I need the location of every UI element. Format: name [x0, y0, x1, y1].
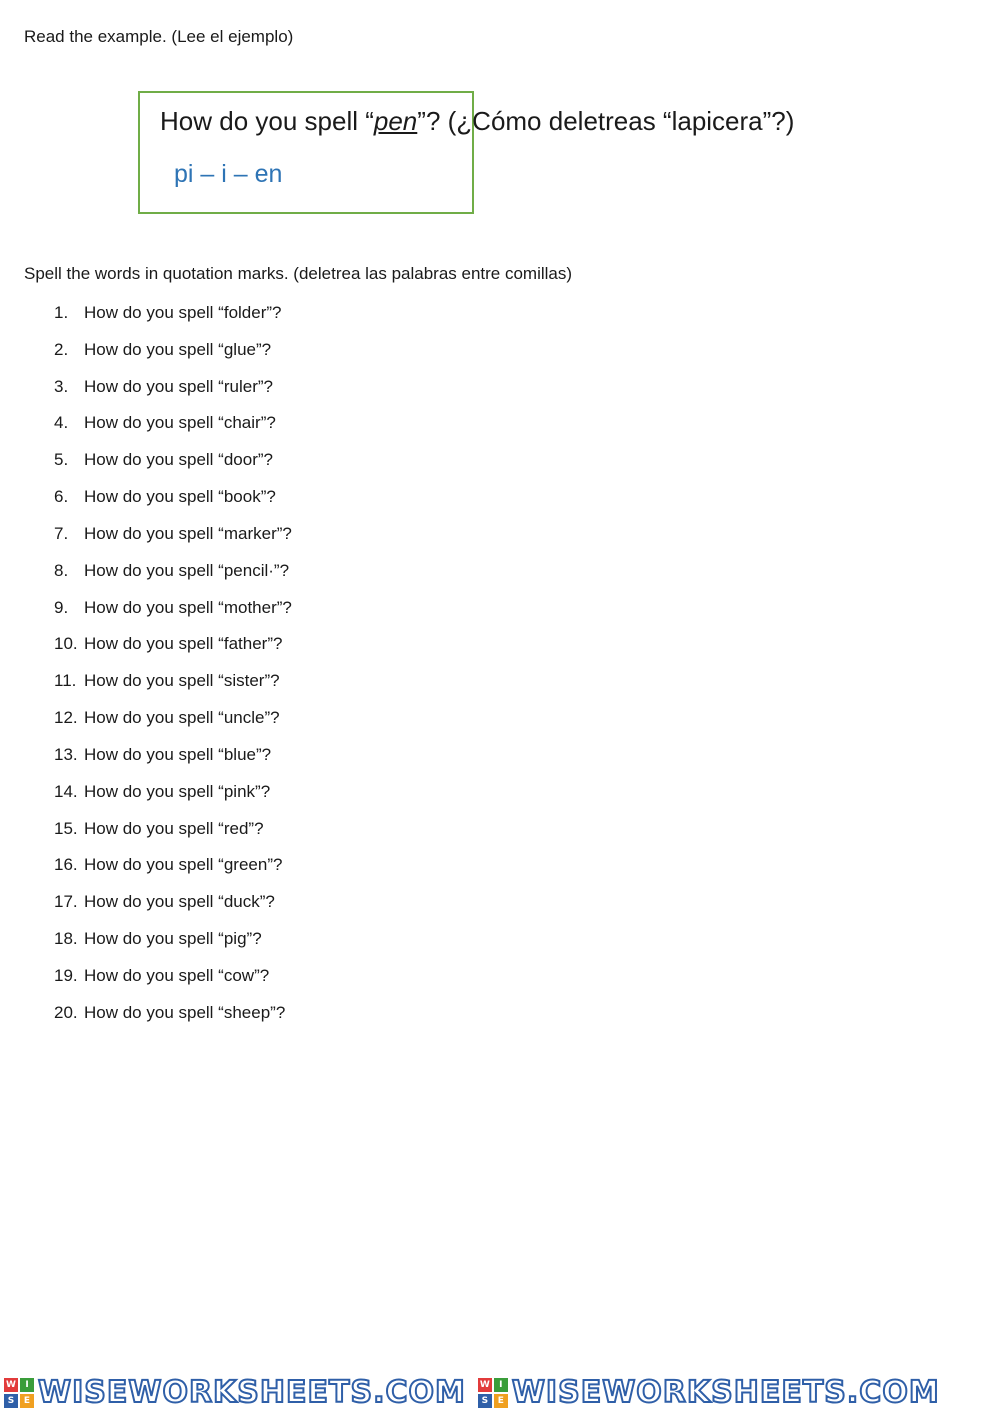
- question-text: How do you spell “pig”?: [84, 929, 262, 949]
- watermark-text: WISEWORKSHEETS.COM: [511, 1375, 940, 1410]
- list-item: [54, 781, 292, 818]
- question-number: 5.: [54, 450, 69, 470]
- question-number: 16.: [54, 855, 78, 875]
- question-text: How do you spell “chair”?: [84, 413, 276, 433]
- list-item: [54, 376, 292, 413]
- question-number: 14.: [54, 781, 78, 801]
- watermark-group: [0, 1375, 466, 1410]
- list-item: [54, 928, 292, 965]
- question-number: 6.: [54, 487, 69, 507]
- list-item: [54, 707, 292, 744]
- logo-cell: I: [494, 1378, 508, 1392]
- list-item: [54, 486, 292, 523]
- question-number: 8.: [54, 560, 69, 580]
- question-number: 7.: [54, 523, 69, 543]
- question-text: How do you spell “uncle”?: [84, 708, 280, 728]
- question-text: How do you spell “father”?: [84, 634, 283, 654]
- question-text: How do you spell “cow”?: [84, 965, 270, 985]
- wise-logo-icon: [478, 1378, 508, 1408]
- question-number: 18.: [54, 929, 78, 949]
- list-item: [54, 965, 292, 1002]
- logo-cell: I: [20, 1378, 34, 1392]
- wise-logo-icon: [4, 1378, 34, 1408]
- question-text: How do you spell “sheep”?: [84, 1002, 286, 1022]
- question-number: 1.: [54, 303, 69, 322]
- list-item: [54, 744, 292, 781]
- example-answer: pi – i – en: [174, 160, 283, 188]
- example-question: [160, 104, 794, 138]
- list-item: [54, 560, 292, 597]
- list-item: [54, 633, 292, 670]
- question-number: 2.: [54, 339, 69, 359]
- question-number: 11.: [54, 671, 77, 691]
- list-item: [54, 854, 292, 891]
- question-number: 19.: [54, 965, 78, 985]
- watermark-text: WISEWORKSHEETS.COM: [38, 1375, 466, 1410]
- question-text: How do you spell “pink”?: [84, 781, 271, 801]
- question-number: 15.: [54, 818, 78, 838]
- question-text: How do you spell “pencil·”?: [84, 560, 290, 580]
- logo-cell: W: [478, 1378, 492, 1392]
- logo-cell: W: [4, 1378, 18, 1392]
- example-question-suffix: ”? (¿Cómo deletreas “lapicera”?): [417, 106, 795, 136]
- logo-cell: S: [4, 1394, 18, 1408]
- list-item: [54, 1002, 292, 1039]
- question-number: 10.: [54, 634, 78, 654]
- question-text: How do you spell “marker”?: [84, 523, 292, 543]
- instructions-text: Spell the words in quotation marks. (deletrea las palabras entre comillas): [24, 264, 573, 283]
- question-text: How do you spell “book”?: [84, 487, 276, 507]
- example-word: pen: [373, 106, 418, 136]
- question-number: 20.: [54, 1002, 78, 1022]
- question-text: How do you spell “mother”?: [84, 597, 292, 617]
- list-item: [54, 818, 292, 855]
- logo-cell: E: [494, 1394, 508, 1408]
- question-text: How do you spell “red”?: [84, 818, 264, 838]
- example-question-prefix: How do you spell “: [160, 106, 374, 136]
- list-item: [54, 670, 292, 707]
- question-number: 12.: [54, 708, 78, 728]
- question-number: 3.: [54, 376, 69, 396]
- question-text: How do you spell “duck”?: [84, 892, 275, 912]
- question-text: How do you spell “folder”?: [84, 303, 282, 322]
- watermark-group: [474, 1375, 940, 1410]
- list-item: [54, 597, 292, 634]
- list-item: [54, 302, 292, 339]
- question-text: How do you spell “ruler”?: [84, 376, 273, 396]
- list-item: [54, 891, 292, 928]
- question-number: 4.: [54, 413, 69, 433]
- list-item: [54, 339, 292, 376]
- footer-watermark: [0, 1372, 1000, 1413]
- question-list: [54, 302, 292, 1039]
- question-text: How do you spell “blue”?: [84, 744, 272, 764]
- question-text: How do you spell “green”?: [84, 855, 283, 875]
- question-number: 13.: [54, 744, 78, 764]
- list-item: [54, 449, 292, 486]
- logo-cell: E: [20, 1394, 34, 1408]
- list-item: [54, 412, 292, 449]
- logo-cell: S: [478, 1394, 492, 1408]
- intro-text: Read the example. (Lee el ejemplo): [24, 27, 294, 46]
- question-text: How do you spell “door”?: [84, 450, 273, 470]
- question-number: 17.: [54, 892, 78, 912]
- question-number: 9.: [54, 597, 69, 617]
- question-text: How do you spell “glue”?: [84, 339, 272, 359]
- list-item: [54, 523, 292, 560]
- question-text: How do you spell “sister”?: [84, 671, 280, 691]
